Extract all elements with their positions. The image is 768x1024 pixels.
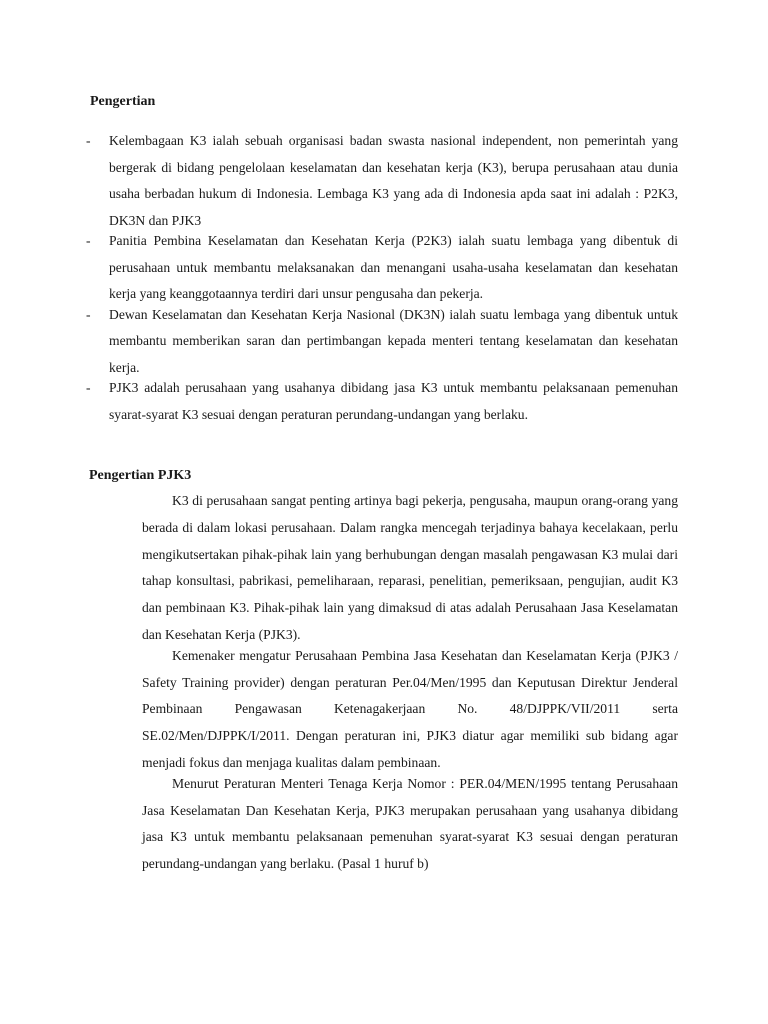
paragraph: K3 di perusahaan sangat penting artinya bagi pekerja, pengusaha, maupun orang-orang yang berada di dalam lokasi perusahaan. Dalam rangka mencegah terjadinya bahaya kecelakaan, perlu mengikutsertakan pihak-pihak lain yang berhubungan dengan masalah pengawasan K3 mulai dari tahap konsultasi, pabrikasi, pemeliharaan, reparasi, penelitian, pemeriksaan, pengujian, audit K3 dan pembinaan K3. Pihak-pihak lain yang dimaksud di atas adalah Perusahaan Jasa Keselamatan dan Kesehatan Kerja (PJK3). — [142, 493, 678, 642]
paragraph: Kemenaker mengatur Perusahaan Pembina Jasa Kesehatan dan Keselamatan Kerja (PJK3 / Safety Training provider) dengan peraturan Per.04/Men/1995 dan Keputusan Direktur Jenderal Pembinaan Pengawasan Ketenagakerjaan No. 48/DJPPK/VII/2011 serta SE.02/Men/DJPPK/I/2011. Dengan peraturan ini, PJK3 diatur agar memiliki sub bidang agar menjadi fokus dan menjaga kualitas dalam pembinaan. — [142, 647, 678, 770]
list-item — [86, 228, 678, 308]
section-body-pjk3 — [142, 488, 678, 878]
list-item-text: Panitia Pembina Keselamatan dan Kesehatan Kerja (P2K3) ialah suatu lembaga yang dibentuk di perusahaan untuk membantu melaksanakan dan menangani usaha-usaha keselamatan dan kesehatan kerja yang keanggotaannya terdiri dari unsur pengusaha dan pekerja. — [109, 233, 678, 301]
list-item-text: PJK3 adalah perusahaan yang usahanya dibidang jasa K3 untuk membantu pelaksanaan pemenuhan syarat-syarat K3 sesuai dengan peraturan perundang-undangan yang berlaku. — [109, 380, 678, 422]
section-heading-pengertian: Pengertian — [90, 94, 156, 109]
list-item — [86, 375, 678, 428]
list-dash: - — [86, 306, 91, 322]
list-item-text: Dewan Keselamatan dan Kesehatan Kerja Nasional (DK3N) ialah suatu lembaga yang dibentuk untuk membantu memberikan saran dan pertimbangan kepada menteri tentang keselamatan dan kesehatan kerja. — [109, 306, 678, 375]
list-dash: - — [86, 233, 91, 248]
list-item — [86, 128, 678, 234]
section-heading-pengertian-pjk3: Pengertian PJK3 — [89, 468, 192, 483]
list-item-text: Kelembagaan K3 ialah sebuah organisasi badan swasta nasional independent, non pemerintah yang bergerak di bidang pengelolaan keselamatan dan kesehatan kerja (K3), berupa perusahaan atau dunia usaha berbadan hukum di Indonesia. Lembaga K3 yang ada di Indonesia apda saat ini adalah : P2K3, DK3N dan PJK3 — [109, 133, 678, 228]
list-dash: - — [86, 133, 91, 148]
paragraph: Menurut Peraturan Menteri Tenaga Kerja Nomor : PER.04/MEN/1995 tentang Perusahaan Jasa Keselamatan Dan Kesehatan Kerja, PJK3 merupakan perusahaan yang usahanya dibidang jasa K3 untuk membantu pelaksanaan pemenuhan syarat-syarat K3 sesuai dengan peraturan perundang-undangan yang berlaku. (Pasal 1 huruf b) — [142, 775, 678, 872]
list-dash: - — [86, 380, 91, 395]
list-item — [86, 302, 678, 382]
definition-list — [86, 128, 678, 428]
